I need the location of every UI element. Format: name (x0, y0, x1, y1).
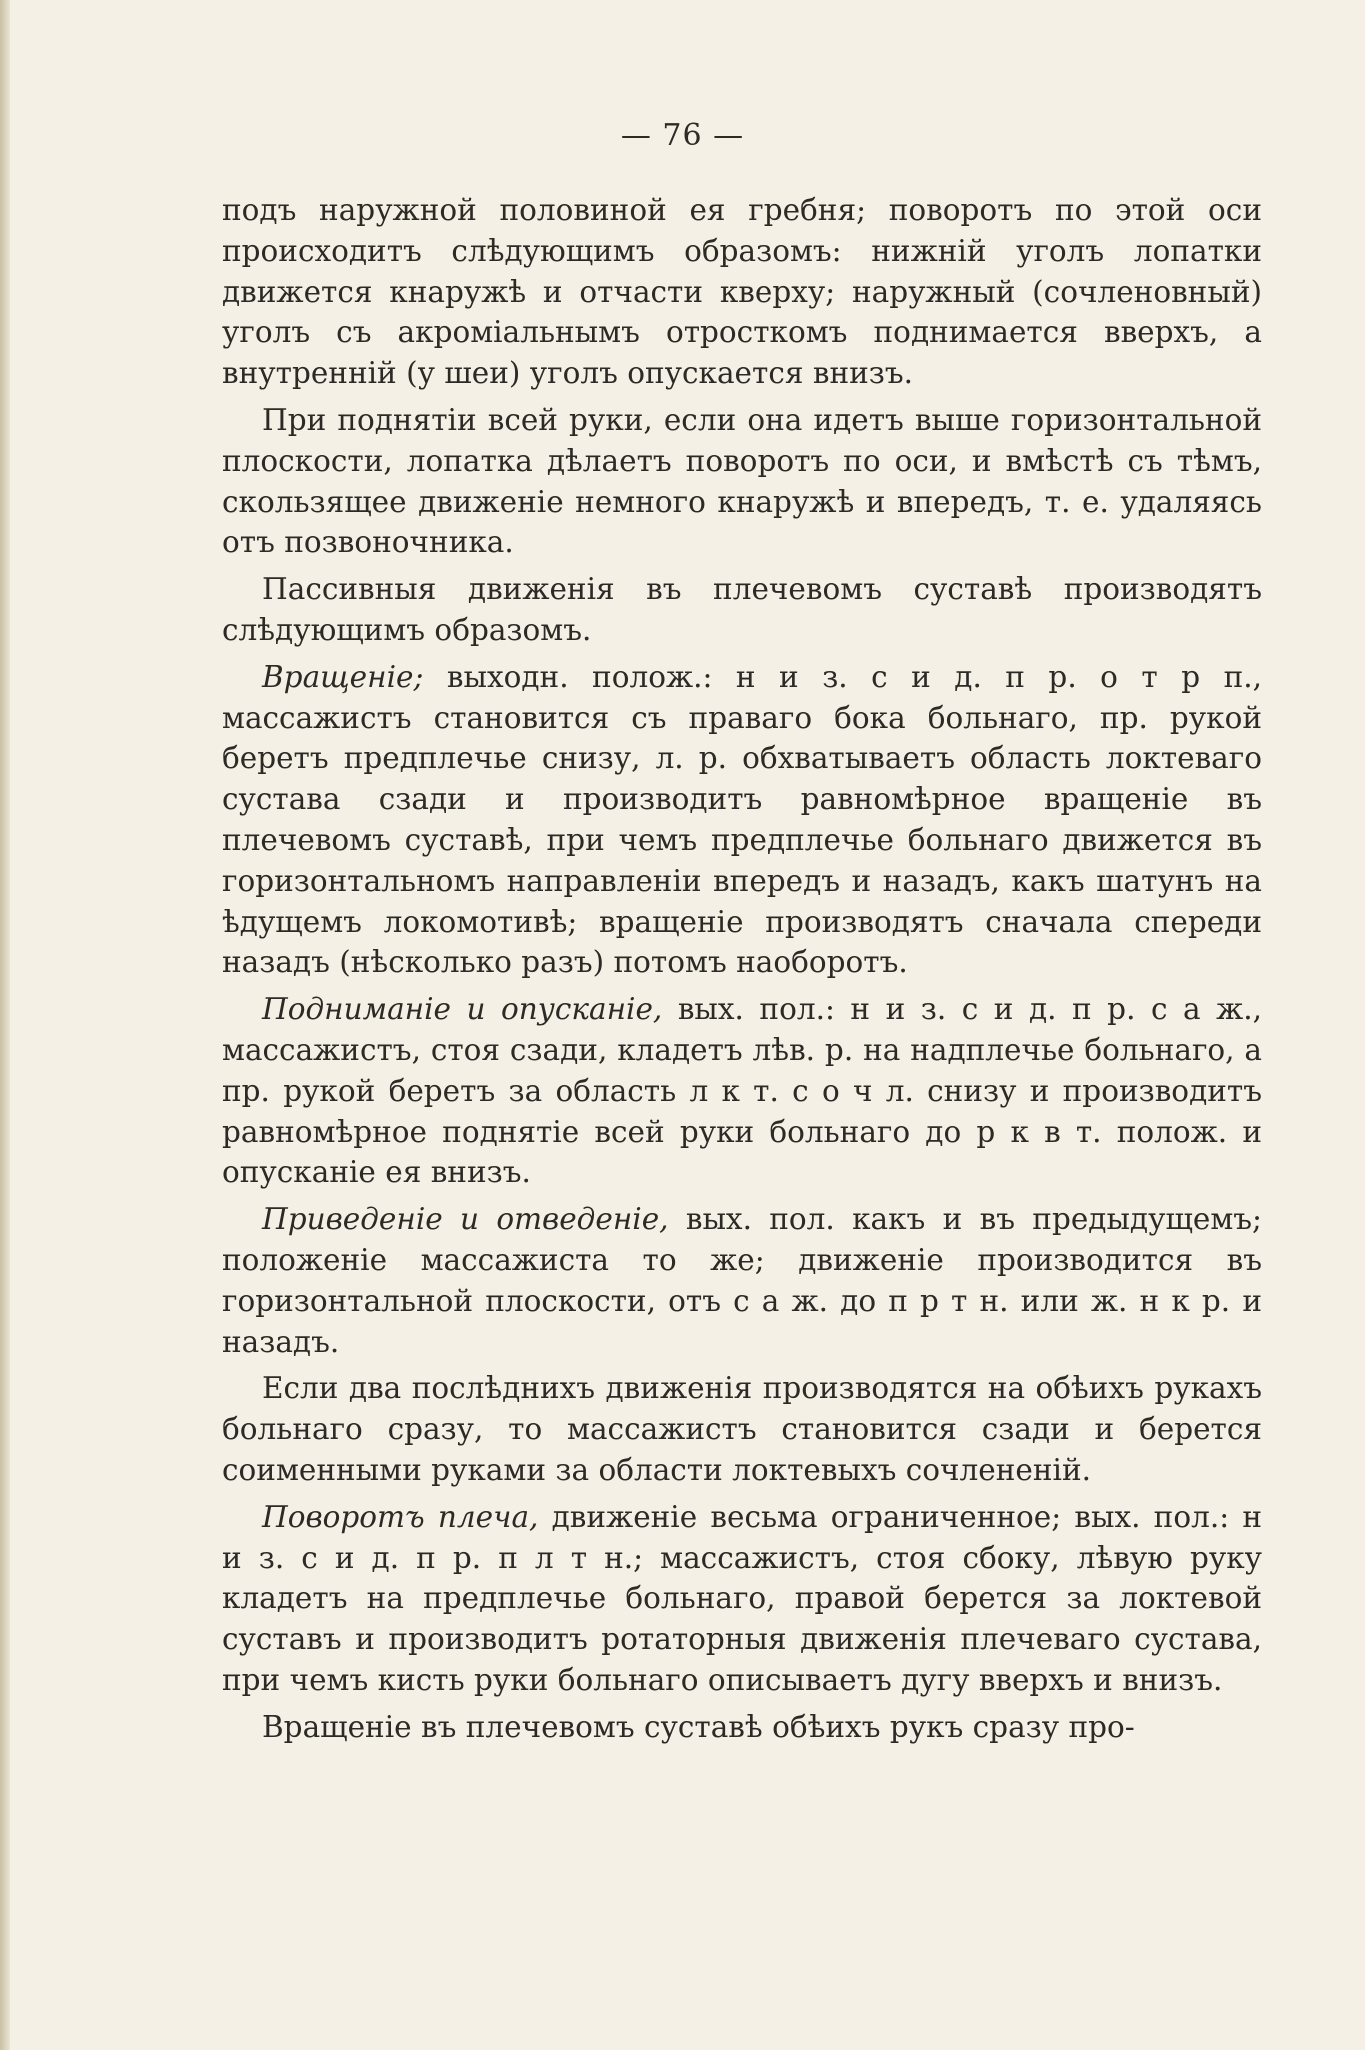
paragraph-6-lead: Приведенiе и отведенiе, (262, 1202, 669, 1237)
body-text (222, 190, 1262, 1753)
paragraph-2 (222, 400, 1262, 563)
paragraph-6 (222, 1199, 1262, 1362)
paragraph-5 (222, 989, 1262, 1193)
paragraph-7-text: Если два послѣднихъ движенiя производятся на обѣихъ рукахъ больнаго сразу, то массажистъ становится сзади и берется соименными руками за области локтевыхъ сочлененiй. (222, 1371, 1262, 1487)
paragraph-1-text: подъ наружной половиной ея гребня; поворотъ по этой оси происходитъ слѣдующимъ образомъ: нижнiй уголъ лопатки движется кнаружѣ и отчасти кверху; наружный (сочленовный) уголъ съ акромiальнымъ отросткомъ поднимается вверхъ, а внутреннiй (у шеи) уголъ опускается внизъ. (222, 193, 1262, 391)
paragraph-6-text: вых. пол. какъ и въ предыдущемъ; положенiе массажиста то же; движенiе производится въ горизонтальной плоскости, отъ с а ж. до п р т н. или ж. н к р. и назадъ. (222, 1202, 1262, 1359)
paragraph-3-text: Пассивныя движенiя въ плечевомъ суставѣ производятъ слѣдующимъ образомъ. (222, 572, 1262, 647)
paragraph-3 (222, 569, 1262, 651)
paragraph-9-text: Вращенiе въ плечевомъ суставѣ обѣихъ рукъ сразу про- (262, 1709, 1135, 1744)
paragraph-4-lead: Вращенiе; (262, 659, 424, 694)
paragraph-8-text: движенiе весьма ограниченное; вых. пол.: н и з. с и д. п р. п л т н.; массажистъ, стоя сбоку, лѣвую руку кладетъ на предплечье больнаго, правой берется за локтевой суставъ и производитъ ротаторныя движенiя плечеваго сустава, при чемъ кисть руки больнаго описываетъ дугу вверхъ и внизъ. (222, 1499, 1262, 1697)
paragraph-1 (222, 190, 1262, 394)
page-edge-shadow (0, 0, 10, 2050)
paragraph-8 (222, 1497, 1262, 1701)
page-number: — 76 — (620, 118, 745, 153)
paragraph-8-lead: Поворотъ плеча, (262, 1499, 539, 1534)
paragraph-7 (222, 1368, 1262, 1490)
paragraph-5-lead: Подниманiе и опусканiе, (262, 992, 663, 1027)
paragraph-9 (222, 1707, 1262, 1748)
paragraph-5-text: вых. пол.: н и з. с и д. п р. с а ж., массажистъ, стоя сзади, кладетъ лѣв. р. на надплечье больнаго, а пр. рукой беретъ за область л к т. с о ч л. снизу и производитъ равномѣрное поднятiе всей руки больнаго до р к в т. полож. и опусканiе ея внизъ. (222, 992, 1262, 1190)
paragraph-4 (222, 657, 1262, 983)
paragraph-4-text: выходн. полож.: н и з. с и д. п р. о т р п., массажистъ становится съ праваго бока больнаго, пр. рукой беретъ предплечье снизу, л. р. обхватываетъ область локтеваго сустава сзади и производитъ равномѣрное вращенiе въ плечевомъ суставѣ, при чемъ предплечье больнаго движется въ горизонтальномъ направленiи впередъ и назадъ, какъ шатунъ на ѣдущемъ локомотивѣ; вращенiе производятъ сначала спереди назадъ (нѣсколько разъ) потомъ наоборотъ. (222, 659, 1262, 980)
paragraph-2-text: При поднятiи всей руки, если она идетъ выше горизонтальной плоскости, лопатка дѣлаетъ поворотъ по оси, и вмѣстѣ съ тѣмъ, скользящее движенiе немного кнаружѣ и впередъ, т. е. удаляясь отъ позвоночника. (222, 402, 1262, 560)
